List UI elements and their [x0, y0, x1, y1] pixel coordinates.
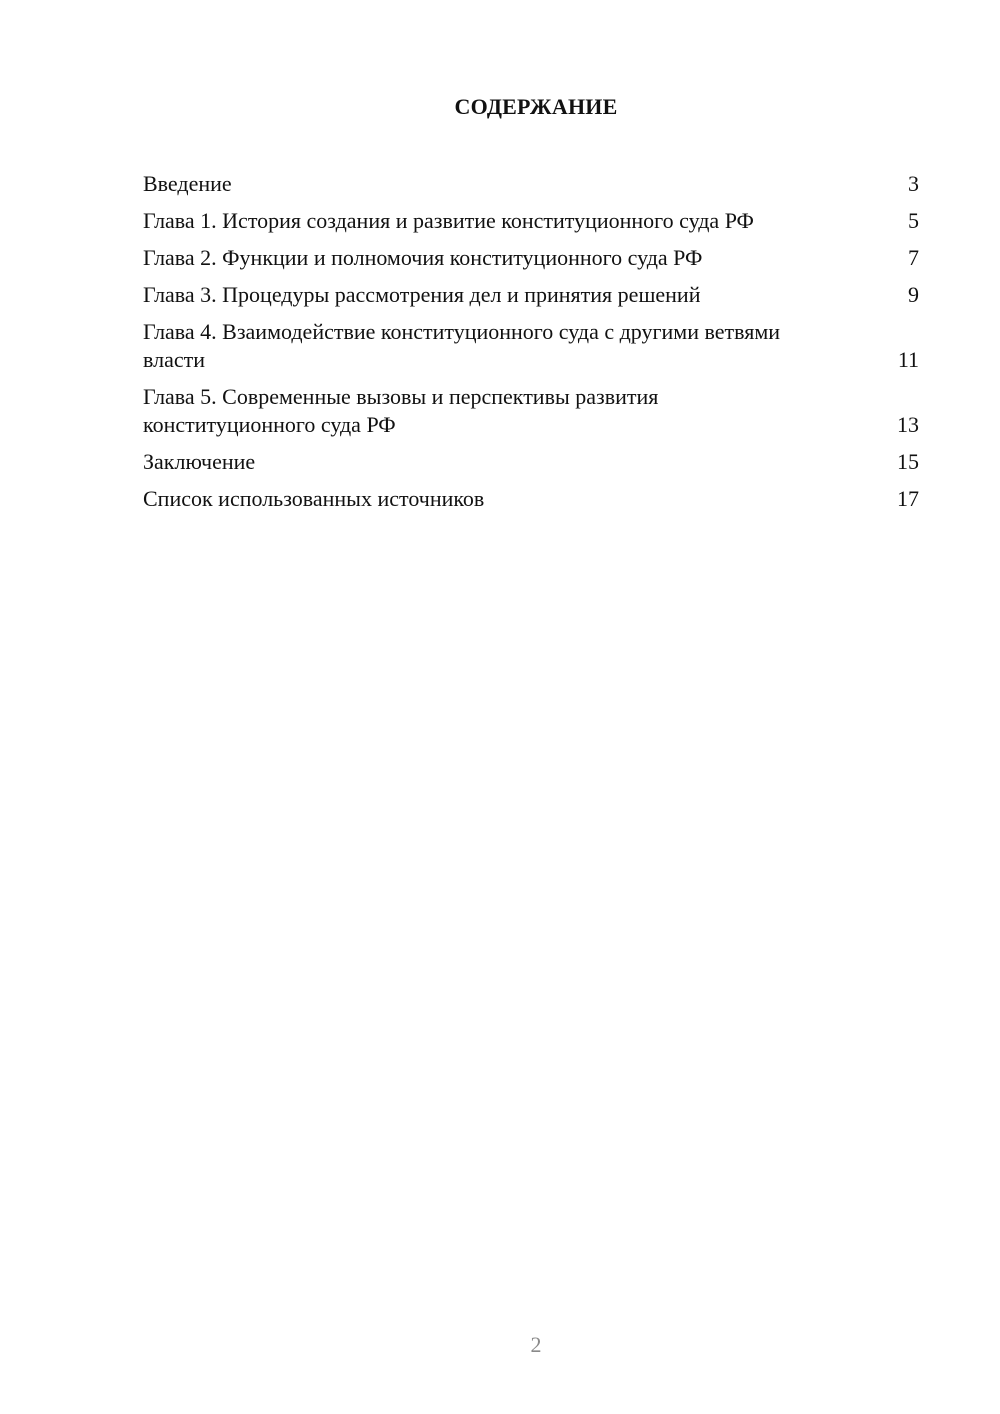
toc-entry-page: 17 — [897, 486, 919, 511]
toc-entry-conclusion — [143, 448, 919, 476]
toc-entry-chapter-2 — [143, 244, 919, 272]
table-of-contents — [143, 170, 919, 522]
toc-entry-title: Глава 3. Процедуры рассмотрения дел и принятия решений — [143, 282, 701, 307]
toc-entry-introduction — [143, 170, 919, 198]
toc-entry-title: Глава 4. Взаимодействие конституционного суда с другими ветвями власти — [143, 319, 781, 372]
toc-entry-title: Заключение — [143, 449, 256, 474]
toc-entry-chapter-4 — [143, 318, 919, 374]
toc-entry-references — [143, 485, 919, 513]
toc-entry-title: Список использованных источников — [143, 486, 485, 511]
toc-entry-title: Глава 1. История создания и развитие конституционного суда РФ — [143, 208, 754, 233]
toc-entry-title: Глава 2. Функции и полномочия конституционного суда РФ — [143, 245, 703, 270]
toc-entry-page: 13 — [897, 412, 919, 437]
toc-entry-page: 11 — [897, 347, 919, 372]
toc-entry-title: Глава 5. Современные вызовы и перспективы развития конституционного суда РФ — [143, 384, 659, 437]
toc-entry-page: 7 — [908, 245, 919, 270]
toc-entry-page: 3 — [908, 171, 919, 196]
toc-entry-chapter-1 — [143, 207, 919, 235]
toc-entry-title: Введение — [143, 171, 232, 196]
toc-entry-page: 9 — [908, 282, 919, 307]
toc-entry-page: 5 — [908, 208, 919, 233]
toc-entry-page: 15 — [897, 449, 919, 474]
toc-entry-chapter-5 — [143, 383, 919, 439]
toc-entry-chapter-3 — [143, 281, 919, 309]
page-number: 2 — [530, 1332, 542, 1357]
page-title: СОДЕРЖАНИЕ — [454, 94, 618, 119]
